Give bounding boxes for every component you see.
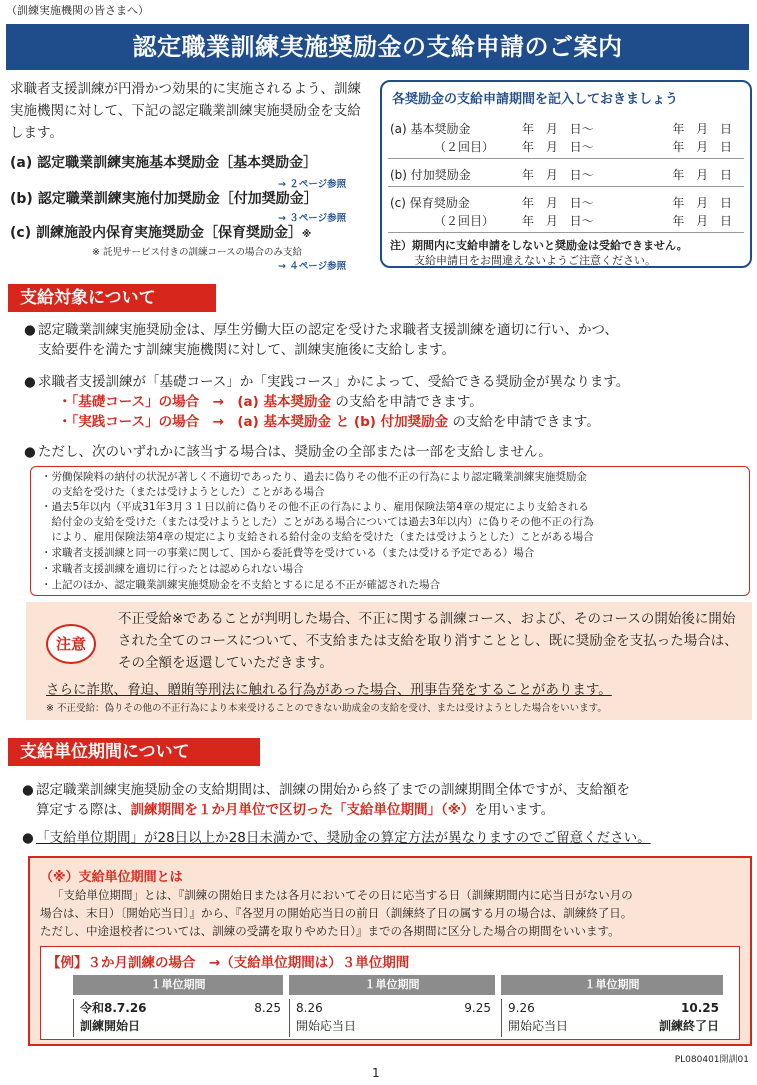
basic-course-rule: ・「基礎コース」の場合 → (a) 基本奨励金: [58, 394, 332, 410]
item-a: (a) 認定職業訓練実施基本奨励金［基本奨励金］: [10, 155, 318, 171]
bullet-text-a: 算定する際は、: [36, 802, 131, 818]
exclusion-conditions-box: [30, 466, 750, 596]
item-b-ref: → ３ページ参照: [278, 213, 347, 224]
bullet-text: 「支給単位期間」が28日以上か28日未満かで、奨励金の算定方法が異なりますのでご留意ください。: [36, 830, 651, 846]
item-c: [10, 222, 311, 242]
bullet-text-b: を用います。: [474, 802, 555, 818]
period-from[interactable]: 年 月 日～: [522, 196, 594, 210]
definition-line: 場合は、末日）〔開始応当日〕』から、『各翌月の開始応当日の前日（訓練終了日の属する月の場合は、訓練終了日。: [40, 906, 633, 920]
divider: [388, 158, 744, 159]
bullet-icon: ●: [24, 322, 36, 338]
caution-box: [26, 602, 752, 720]
period-to[interactable]: 年 月 日: [672, 140, 732, 154]
eligibility-bullet-2: [24, 372, 629, 432]
page-number: 1: [372, 1066, 380, 1080]
bullet-icon: ●: [24, 374, 36, 390]
period-to[interactable]: 年 月 日: [672, 168, 732, 182]
unit-end: 10.25: [681, 1001, 719, 1015]
period-note-1: 注）期間内に支給申請をしないと奨励金は受給できません。: [390, 239, 688, 252]
unit-start: 令和8.7.26: [80, 1001, 147, 1015]
unit-cell: [289, 999, 497, 1037]
divider: [388, 232, 744, 233]
bullet-icon: ●: [24, 444, 36, 460]
unit-end: 9.25: [464, 1001, 491, 1015]
condition-line: の支給を受けた（または受けようとした）ことがある場合: [41, 486, 325, 498]
item-c-ref: → ４ページ参照: [278, 261, 347, 272]
definition-line: ただし、中途退校者については、訓練の受講を取りやめた日）』までの各期間に区分した場合の期間をいいます。: [40, 924, 620, 938]
period-label: (b) 付加奨励金: [390, 168, 471, 182]
period-row: [390, 194, 744, 211]
period-from[interactable]: 年 月 日～: [522, 140, 594, 154]
period-label: （２回目）: [434, 140, 495, 154]
practical-course-rule-tail: の支給を申請できます。: [448, 414, 600, 430]
item-b: (b) 認定職業訓練実施付加奨励金［付加奨励金］: [10, 191, 318, 207]
unit-bar: １単位期間: [501, 975, 723, 995]
document-code: PL080401開訓01: [674, 1055, 749, 1065]
condition-line: ・労働保険料の納付の状況が著しく不適切であったり、過去に偽りその他不正の行為により認定職業訓練実施奨励金: [41, 471, 587, 483]
unit-start-label: 開始応当日: [296, 1019, 357, 1033]
unit-bullet-1: [22, 780, 630, 820]
definition-text: [40, 886, 740, 940]
condition-line: 給付金の支給を受けた（または受けようとした）ことがある場合については過去3年以内）に偽りその他不正の行為: [41, 516, 594, 528]
period-to[interactable]: 年 月 日: [672, 214, 732, 228]
period-label: (c) 保育奨励金: [390, 196, 470, 210]
caution-text: 不正受給※であることが判明した場合、不正に関する訓練コース、および、そのコースの開始後に開始された全てのコースについて、不支給または支給を取り消すこととし、既に奨励金を支払った場合は、その全額を返還していただきます。: [118, 611, 738, 671]
period-label: (a) 基本奨励金: [390, 122, 471, 136]
unit-end: 8.25: [254, 1001, 281, 1015]
period-note: [390, 238, 688, 268]
bullet-icon: ●: [22, 782, 34, 798]
condition-line: ・求職者支援訓練を適切に行ったとは認められない場合: [41, 563, 304, 575]
item-c-mark: ※: [301, 229, 312, 240]
period-box-title: 各奨励金の支給申請期間を記入しておきましょう: [392, 92, 679, 107]
condition-line: ・過去5年以内（平成31年3月３１日以前に偽りその他不正の行為により、雇用保険法第4章の規定により支給される: [41, 501, 589, 513]
bullet-text: 認定職業訓練実施奨励金は、厚生労働大臣の認定を受けた求職者支援訓練を適切に行い、かつ、: [38, 322, 618, 338]
period-label: （２回目）: [434, 214, 495, 228]
unit-bar: １単位期間: [73, 975, 283, 995]
unit-bullet-2: [22, 828, 651, 848]
unit-end-label: 訓練終了日: [658, 1019, 719, 1033]
unit-cell: [73, 999, 287, 1037]
period-from[interactable]: 年 月 日～: [522, 122, 594, 136]
intro-text: 求職者支援訓練が円滑かつ効果的に実施されるよう、訓練実施機関に対して、下記の認定職業訓練実施奨励金を支給します。: [10, 81, 361, 141]
bullet-text: 認定職業訓練実施奨励金の支給期間は、訓練の開始から終了までの訓練期間全体ですが、支給額を: [36, 782, 630, 798]
unit-bar: １単位期間: [289, 975, 495, 995]
bullet-text: ただし、次のいずれかに該当する場合は、奨励金の全部または一部を支給しません。: [38, 444, 552, 460]
page-title: 認定職業訓練実施奨励金の支給申請のご案内: [6, 24, 749, 70]
unit-start: 9.26: [508, 1001, 535, 1015]
divider: [388, 186, 744, 187]
example-title: 【例】３か月訓練の場合 →（支給単位期間は）３単位期間: [47, 955, 410, 971]
item-c-note: ※ 託児サービス付きの訓練コースの場合のみ支給: [92, 247, 303, 258]
bullet-icon: ●: [22, 830, 34, 846]
condition-line: ・上記のほか、認定職業訓練実施奨励金を不支給とするに足る不正が確認された場合: [41, 579, 440, 591]
period-row: [390, 166, 744, 183]
definition-title: （※）支給単位期間とは: [40, 870, 183, 885]
unit-start-label: 訓練開始日: [80, 1019, 141, 1033]
period-from[interactable]: 年 月 日～: [522, 214, 594, 228]
unit-start-label: 開始応当日: [508, 1019, 569, 1033]
unit-period-highlight: 訓練期間を１か月単位で区切った「支給単位期間」（※）: [130, 802, 475, 818]
caution-badge: 注意: [46, 624, 96, 664]
period-to[interactable]: 年 月 日: [672, 196, 732, 210]
eligibility-bullet-3: [24, 442, 552, 462]
period-row: [390, 212, 744, 229]
period-box: [380, 80, 752, 268]
period-from[interactable]: 年 月 日～: [522, 168, 594, 182]
condition-line: により、雇用保険法第4章の規定により支給される給付金の支給を受けた（または受けようとした）ことがある場合: [41, 531, 594, 543]
definition-line: 「支給単位期間」とは、『訓練の開始日または各月においてその日に応当する日（訓練期間内に応当日がない月の: [52, 888, 633, 902]
criminal-warning: さらに詐欺、脅迫、贈賄等刑法に触れる行為があった場合、刑事告発をすることがあります。: [46, 682, 612, 698]
basic-course-rule-tail: の支給を申請できます。: [331, 394, 483, 410]
kicker: （訓練実施機関の皆さまへ）: [6, 4, 149, 17]
bullet-text-cont: 支給要件を満たす訓練実施機関に対して、訓練実施後に支給します。: [38, 342, 456, 358]
period-note-2: 支給申請日をお間違えないようご注意ください。: [414, 254, 656, 267]
period-row: [390, 138, 744, 155]
item-c-label: (c) 訓練施設内保育実施奨励金［保育奨励金］: [10, 225, 302, 241]
unit-period-definition-box: [28, 856, 752, 1046]
eligibility-bullet-1: [24, 320, 618, 360]
item-a-ref: → ２ページ参照: [278, 179, 347, 190]
period-to[interactable]: 年 月 日: [672, 122, 732, 136]
unit-cell: [501, 999, 725, 1037]
section-heading-unit-period: 支給単位期間について: [8, 738, 260, 766]
practical-course-rule: ・「実践コース」の場合 → (a) 基本奨励金 と (b) 付加奨励金: [58, 414, 449, 430]
section-heading-eligibility: 支給対象について: [8, 284, 216, 312]
example-box: [40, 946, 740, 1040]
caution-footnote: ※ 不正受給：偽りその他の不正行為により本来受けることのできない助成金の支給を受け、または受けようとした場合をいいます。: [46, 703, 607, 714]
period-row: [390, 120, 744, 137]
unit-start: 8.26: [296, 1001, 323, 1015]
bullet-text: 求職者支援訓練が「基礎コース」か「実践コース」かによって、受給できる奨励金が異なります。: [38, 374, 630, 390]
condition-line: ・求職者支援訓練と同一の事業に関して、国から委託費等を受けている（または受ける予定である）場合: [41, 547, 535, 559]
